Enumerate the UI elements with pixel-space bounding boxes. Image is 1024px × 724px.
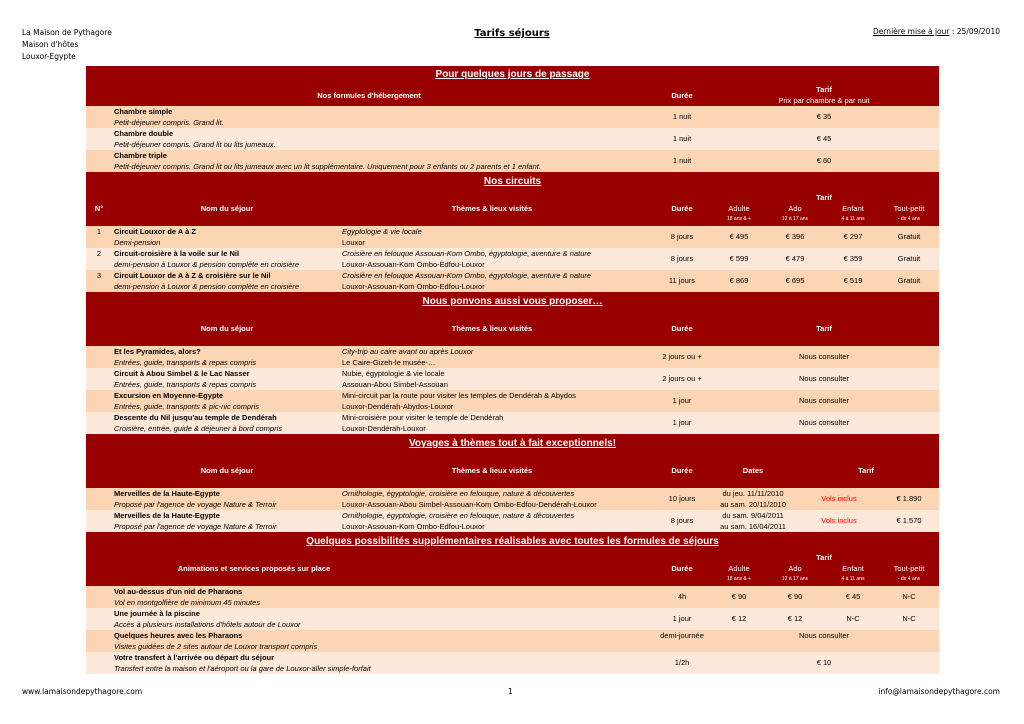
section-title: Nous ponvons aussi vous proposer… — [422, 296, 603, 307]
col-header-adult-sub: 18 ans & + — [726, 576, 752, 582]
col-header-child-sub: 4 à 11 ans — [841, 216, 865, 222]
col-header-tarif: Tarif — [816, 324, 832, 333]
col-header-name: Animations et services proposés sur place — [177, 564, 331, 573]
table-row — [86, 248, 939, 270]
col-header-duration: Durée — [671, 91, 693, 100]
service-name: Quelques heures avec les Pharaons — [114, 631, 243, 640]
stay-price: Nous consulter — [798, 352, 850, 361]
price-ado: € 12 — [787, 614, 803, 623]
table-row — [86, 390, 939, 412]
col-header-duration: Durée — [671, 466, 693, 475]
stay-name: Et les Pyramides, alors? — [114, 347, 201, 356]
trip-price: € 1.890 — [896, 494, 922, 503]
circuit-desc: demi-pension à Louxor & pension complète en croisière — [114, 260, 300, 269]
table-row — [86, 652, 939, 674]
col-header-tarif: Tarif — [858, 466, 874, 475]
table-row — [86, 608, 939, 630]
price-child: € 45 — [845, 592, 861, 601]
trip-date-end: au sam. 16/04/2011 — [720, 522, 786, 531]
room-price: € 35 — [816, 112, 832, 121]
price-ado: € 396 — [785, 232, 805, 241]
stay-places: Assouan-Abou Simbel-Assouan — [342, 380, 448, 389]
circuit-places: Louxor-Assouan-Kom Ombo-Edfou-Louxor — [342, 260, 485, 269]
room-desc: Petit-déjeuner compris. Grand lit ou lits jumeaux avec un lit supplémentaire. Uniquement pour 3 enfants ou 2 parents et 1 enfant. — [114, 162, 541, 171]
col-header-ado-sub: 12 à 17 ans — [781, 216, 809, 222]
org-name: La Maison de Pythagore — [22, 28, 112, 37]
section-title-row — [86, 434, 939, 452]
col-header-themes: Thèmes & lieux visités — [451, 324, 533, 333]
trip-date-end: au sam. 20/11/2010 — [720, 500, 786, 509]
col-header-tarif: Tarif — [816, 193, 832, 202]
table-header — [86, 452, 939, 488]
stay-desc: Entrées, guide, transports & repas compris — [114, 358, 257, 367]
section-title-row — [86, 66, 939, 84]
trip-name: Merveilles de la Haute-Egypte — [114, 489, 220, 498]
service-duration: 4h — [677, 592, 687, 601]
table-header — [86, 310, 939, 346]
col-header-adult: Adulte — [728, 204, 750, 213]
trip-flights: Vols inclus — [821, 516, 857, 525]
trip-date-start: du sam. 9/04/2011 — [722, 511, 784, 520]
circuit-theme: Croisière en felouque Assouan-Kom Ombo, égyptologie, aventure & nature — [342, 271, 592, 280]
service-price: € 10 — [816, 658, 832, 667]
service-name: Votre transfert à l'arrivée ou départ du séjour — [114, 653, 275, 662]
col-header-ado: Ado — [788, 564, 802, 573]
service-name: Une journée à la piscine — [114, 609, 200, 618]
col-header-duration: Durée — [671, 564, 693, 573]
col-header-ado-sub: 12 à 17 ans — [781, 576, 809, 582]
col-header-adult: Adulte — [728, 564, 750, 573]
service-desc: Vol en montgolfière de minimum 45 minutes — [114, 598, 261, 607]
trip-price: € 1.570 — [896, 516, 922, 525]
col-header-themes: Thèmes & lieux visités — [451, 204, 533, 213]
col-header-baby-sub: - de 4 ans — [897, 216, 921, 222]
price-child: € 297 — [843, 232, 863, 241]
price-child: € 359 — [843, 254, 863, 263]
price-baby: Gratuit — [897, 254, 921, 263]
stay-desc: Entrées, guide, transports & repas compris — [114, 380, 257, 389]
room-price: € 45 — [816, 134, 832, 143]
table-header — [86, 190, 939, 226]
room-name: Chambre simple — [114, 107, 173, 116]
service-duration: demi-journée — [660, 631, 704, 640]
table-row — [86, 630, 939, 652]
trip-name: Merveilles de la Haute-Egypte — [114, 511, 220, 520]
section-title-row — [86, 172, 939, 190]
price-child: N-C — [846, 614, 860, 623]
col-header-themes: Thèmes & lieux visités — [451, 466, 533, 475]
footer-website: www.lamaisondepythagore.com — [22, 687, 143, 696]
col-header-duration: Durée — [671, 324, 693, 333]
service-price: Nous consulter — [798, 631, 850, 640]
stay-price: Nous consulter — [798, 396, 850, 405]
table-row — [86, 586, 939, 608]
col-header-formula: Nos formules d'hébergement — [317, 91, 421, 100]
table-row — [86, 270, 939, 292]
service-desc: Transfert entre la maison et l'aéroport ou la gare de Louxor-aller simple-forfait — [114, 664, 371, 673]
stay-duration: 1 jour — [672, 418, 692, 427]
col-header-name: Nom du séjour — [200, 466, 254, 475]
trip-places: Louxor-Assouan-Kom Ombo-Edfou-Louxor — [342, 522, 485, 531]
stay-name: Circuit à Abou Simbel & le Lac Nasser — [114, 369, 250, 378]
table-header — [86, 84, 939, 106]
table-row — [86, 488, 939, 510]
room-name: Chambre triple — [114, 151, 167, 160]
room-duration: 1 nuit — [672, 134, 692, 143]
last-update — [873, 27, 1000, 36]
stay-desc: Entrées, guide, transports & pic-nic compris — [114, 402, 260, 411]
section-title-row — [86, 532, 939, 550]
room-name: Chambre double — [114, 129, 174, 138]
col-header-child: Enfant — [842, 204, 864, 213]
table-row — [86, 346, 939, 368]
circuit-duration: 8 jours — [670, 254, 694, 263]
col-header-child: Enfant — [842, 564, 864, 573]
org-type: Maison d'hôtes — [22, 40, 79, 49]
circuit-places: Louxor-Assouan-Kom Ombo-Edfou-Louxor — [342, 282, 485, 291]
price-ado: € 479 — [785, 254, 805, 263]
col-header-adult-sub: 18 ans & + — [726, 216, 752, 222]
page-number: 1 — [508, 687, 513, 696]
table-row — [86, 368, 939, 390]
service-desc: Accès à plusieurs installations d'hôtels autour de Louxor — [114, 620, 301, 629]
stay-desc: Croisière, entrée, guide & déjeuner à bord compris — [114, 424, 283, 433]
price-adult: € 90 — [731, 592, 747, 601]
circuit-places: Louxor — [342, 238, 365, 247]
col-header-baby-sub: - de 4 ans — [897, 576, 921, 582]
section-title: Pour quelques jours de passage — [435, 69, 590, 80]
stay-duration: 2 jours ou + — [662, 352, 702, 361]
price-ado: € 695 — [785, 276, 805, 285]
stay-theme: Nubie, égyptologie & vie locale — [342, 369, 445, 378]
col-header-baby: Tout-petit — [893, 204, 925, 213]
stay-theme: Mini-croisière pour visiter le temple de Dendérah — [342, 413, 504, 422]
trip-duration: 10 jours — [668, 494, 696, 503]
price-adult: € 599 — [729, 254, 749, 263]
circuit-theme: Croisière en felouque Assouan-Kom Ombo, égyptologie, aventure & nature — [342, 249, 592, 258]
price-adult: € 495 — [729, 232, 749, 241]
price-adult: € 12 — [731, 614, 747, 623]
table-row — [86, 106, 939, 128]
stay-price: Nous consulter — [798, 418, 850, 427]
trip-desc: Proposé par l'agence de voyage Nature & Terroir — [114, 522, 277, 531]
trip-theme: Ornithologie, égyptologie, croisière en felouque, nature & découvertes — [342, 511, 575, 520]
circuit-name: Circuit-croisière à la voile sur le Nil — [114, 249, 240, 258]
trip-date-start: du jeu. 11/11/2010 — [722, 489, 784, 498]
update-label: Dernière mise à jour — [872, 27, 950, 36]
circuit-duration: 11 jours — [668, 276, 696, 285]
circuit-num: 2 — [96, 249, 102, 258]
col-header-num: N° — [94, 204, 104, 213]
footer-email: info@lamaisondepythagore.com — [878, 687, 1000, 696]
col-header-tarif-sub: Prix par chambre & par nuit — [778, 96, 870, 105]
table-row — [86, 510, 939, 532]
col-header-duration: Durée — [671, 204, 693, 213]
col-header-ado: Ado — [788, 204, 802, 213]
section-title: Nos circuits — [483, 176, 542, 187]
service-name: Vol au-dessus d'un nid de Pharaons — [114, 587, 243, 596]
col-header-tarif: Tarif — [816, 553, 832, 562]
stay-duration: 1 jour — [672, 396, 692, 405]
room-price: € 60 — [816, 156, 832, 165]
service-desc: Visites guidées de 2 sites autour de Louxor transport compris — [114, 642, 318, 651]
trip-flights: Vols inclus — [821, 494, 857, 503]
trip-places: Louxor-Assouan-Abou Simbel-Assouan-Kom Ombo-Edfou-Dendérah-Louxor — [342, 500, 597, 509]
stay-price: Nous consulter — [798, 374, 850, 383]
price-adult: € 869 — [729, 276, 749, 285]
org-location: Louxor-Egypte — [22, 52, 76, 61]
room-duration: 1 nuit — [672, 112, 692, 121]
col-header-dates: Dates — [742, 466, 764, 475]
price-baby: Gratuit — [897, 232, 921, 241]
update-date: : 25/09/2010 — [951, 27, 1000, 36]
section-title: Quelques possibilités supplémentaires réalisables avec toutes les formules de séjours — [306, 536, 719, 547]
stay-theme: Mini-circuit par la route pour visiter les temples de Dendérah & Abydos — [342, 391, 576, 400]
room-desc: Petit-déjeuner compris. Grand lit ou lits jumeaux. — [114, 140, 276, 149]
stay-places: Louxor-Dendérah-Abydos-Louxor — [342, 402, 454, 411]
trip-desc: Proposé par l'agence de voyage Nature & Terroir — [114, 500, 277, 509]
tariff-sheet — [86, 66, 939, 674]
stay-name: Excursion en Moyenne-Egypte — [114, 391, 224, 400]
circuit-duration: 8 jours — [670, 232, 694, 241]
circuit-num: 3 — [96, 271, 102, 280]
service-duration: 1/2h — [674, 658, 690, 667]
table-header — [86, 550, 939, 586]
col-header-tarif: Tarif — [816, 85, 832, 94]
circuit-num: 1 — [96, 227, 102, 236]
table-row — [86, 150, 939, 172]
price-baby: Gratuit — [897, 276, 921, 285]
page-title: Tarifs séjours — [474, 28, 550, 39]
col-header-child-sub: 4 à 11 ans — [841, 576, 865, 582]
section-title-row — [86, 292, 939, 310]
section-title: Voyages à thèmes tout à fait exceptionnels! — [408, 438, 617, 449]
stay-duration: 2 jours ou + — [662, 374, 702, 383]
col-header-name: Nom du séjour — [200, 204, 254, 213]
circuit-name: Circuit Louxor de A à Z & croisière sur le Nil — [114, 271, 271, 280]
circuit-desc: demi-pension à Louxor & pension complète en croisière — [114, 282, 300, 291]
room-desc: Petit-déjeuner compris. Grand lit. — [114, 118, 224, 127]
col-header-name: Nom du séjour — [200, 324, 254, 333]
table-row — [86, 128, 939, 150]
price-child: € 519 — [843, 276, 863, 285]
circuit-desc: Demi-pension — [114, 238, 161, 247]
trip-theme: Ornithologie, égyptologie, croisière en felouque, nature & découvertes — [342, 489, 575, 498]
circuit-theme: Egyptologie & vie locale — [342, 227, 422, 236]
price-baby: N-C — [902, 614, 916, 623]
price-ado: € 90 — [787, 592, 803, 601]
table-row — [86, 226, 939, 248]
col-header-baby: Tout-petit — [893, 564, 925, 573]
stay-theme: City-trip au caire avant ou après Louxor — [342, 347, 474, 356]
stay-name: Descente du Nil jusqu'au temple de Dendérah — [114, 413, 277, 422]
price-baby: N-C — [902, 592, 916, 601]
trip-duration: 8 jours — [670, 516, 694, 525]
circuit-name: Circuit Louxor de A à Z — [114, 227, 196, 236]
stay-places: Louxor-Dendérah-Louxor — [342, 424, 426, 433]
table-row — [86, 412, 939, 434]
service-duration: 1 jour — [672, 614, 692, 623]
room-duration: 1 nuit — [672, 156, 692, 165]
stay-places: Le Caire-Gizeh-le musée-… — [342, 358, 436, 367]
